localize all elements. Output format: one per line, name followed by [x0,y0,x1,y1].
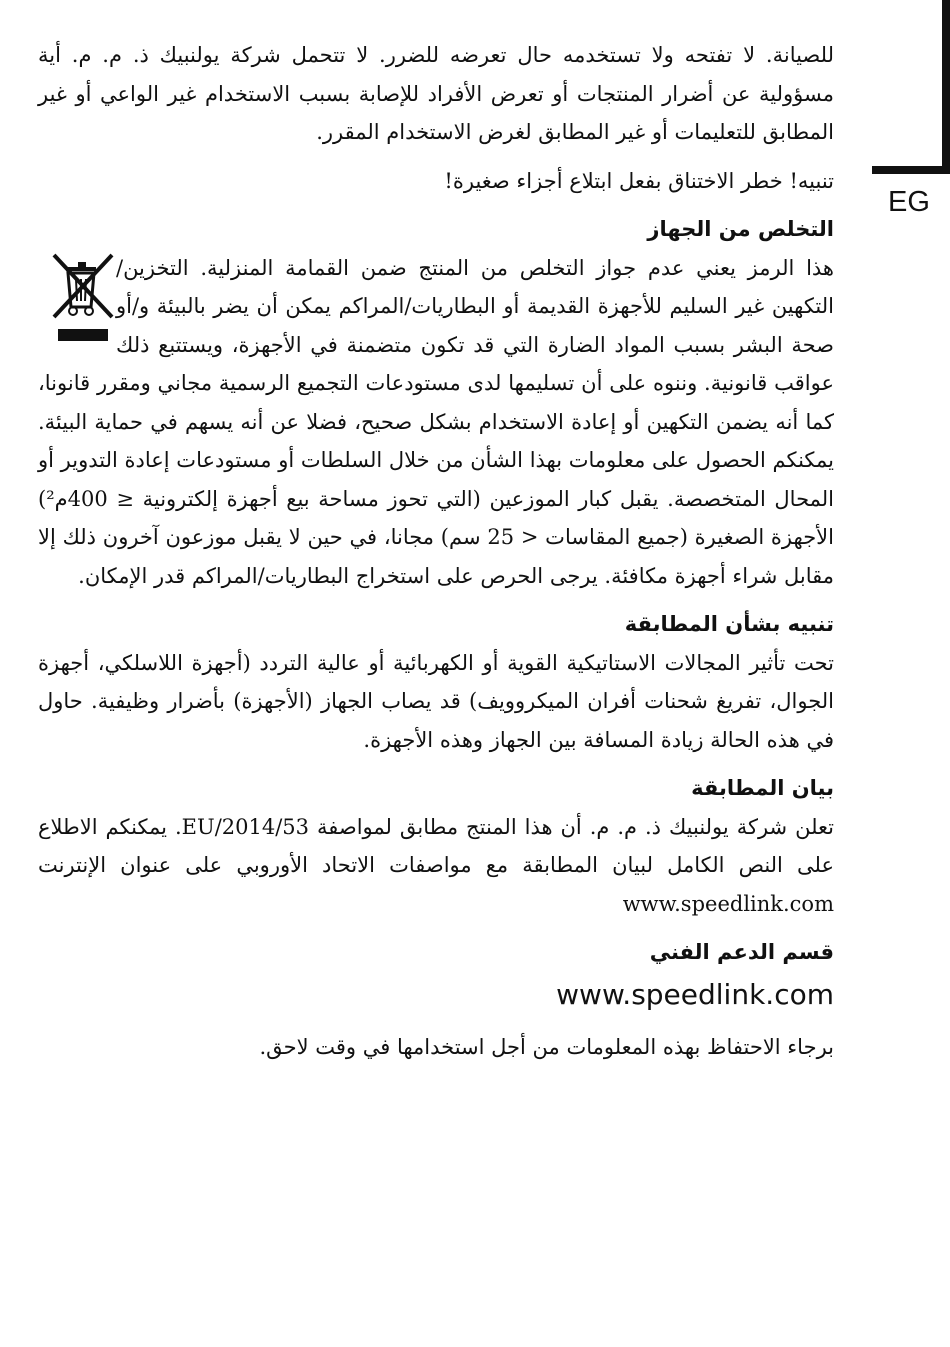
conformity-note-paragraph: تحت تأثير المجالات الاستاتيكية القوية أو الكهربائية أو عالية التردد (أجهزة اللاسلكي، أجهزة الجوال، تفريغ شحنات أفران الميكروويف) قد يصاب الجهاز (الأجهزة) بأضرار وظيفية. حاول في هذه الحالة زيادة المسافة بين الجهاز وهذه الأجهزة. [38,650,834,752]
keep-info-note: برجاء الاحتفاظ بهذه المعلومات من أجل استخدامها في وقت لاحق. [259,1034,834,1059]
crossed-out-wheelie-bin-icon [52,253,116,349]
support-url-link[interactable]: www.speedlink.com [556,977,834,1011]
choking-warning: تنبيه! خطر الاختناق بفعل ابتلاع أجزاء صغيرة! [444,168,834,193]
conformity-note-heading: تنبيه بشأن المطابقة [624,612,834,636]
disposal-paragraph: هذا الرمز يعني عدم جواز التخلص من المنتج ضمن القمامة المنزلية. التخزين/التكهين غير السليم للأجهزة القديمة أو البطاريات/المراكم يمكن أن يضر بالبيئة و/أو صحة البشر بسبب المواد الضارة التي قد تكون متضمنة في الأجهزة، ويستتبع ذلك عواقب قانونية. وننوه على أن تسليمها لدى مستودعات التجميع الرسمية مجاني ومقرر قانونا، كما أنه يضمن التكهين أو إعادة الاستخدام بشكل صحيح، فضلا عن أنه يسهم في حماية البيئة. يمكنكم الحصول على معلومات بهذا الشأن من خلال السلطات أو مستودعات إعادة التدوير أو المحال المتخصصة. يقبل كبار الموزعين (التي تحوز مساحة بيع أجهزة إلكترونية ≤ 400م²) الأجهزة الصغيرة (جميع المقاسات < 25 سم) مجانا، في حين لا يقبل موزعون آخرون ذلك إلا مقابل شراء أجهزة مكافئة. يرجى الحرص على استخراج البطاريات/المراكم قدر الإمكان. [38,255,834,588]
support-heading: قسم الدعم الفني [649,940,834,964]
disposal-heading: التخلص من الجهاز [647,217,834,241]
language-code: EG [888,186,930,218]
intro-paragraph: للصيانة. لا تفتحه ولا تستخدمه حال تعرضه للضرر. لا تتحمل شركة يولنبيك ذ. م. م. أية مسؤولية عن أضرار المنتجات أو تعرض الأفراد للإصابة بسبب الاستخدام غير الواعي أو غير المطابق للتعليمات أو غير المطابق لغرض الاستخدام المقرر. [38,43,834,144]
document-body [38,36,834,1066]
language-tab-marker [872,0,950,174]
declaration-paragraph: تعلن شركة يولنبيك ذ. م. م. أن هذا المنتج مطابق لمواصفة 2014/53/EU. يمكنكم الاطلاع على النص الكامل لبيان المطابقة مع مواصفات الاتحاد الأوروبي على عنوان الإنترنت www.speedlink.com [38,814,835,916]
declaration-heading: بيان المطابقة [691,776,834,800]
disposal-section [38,249,834,596]
